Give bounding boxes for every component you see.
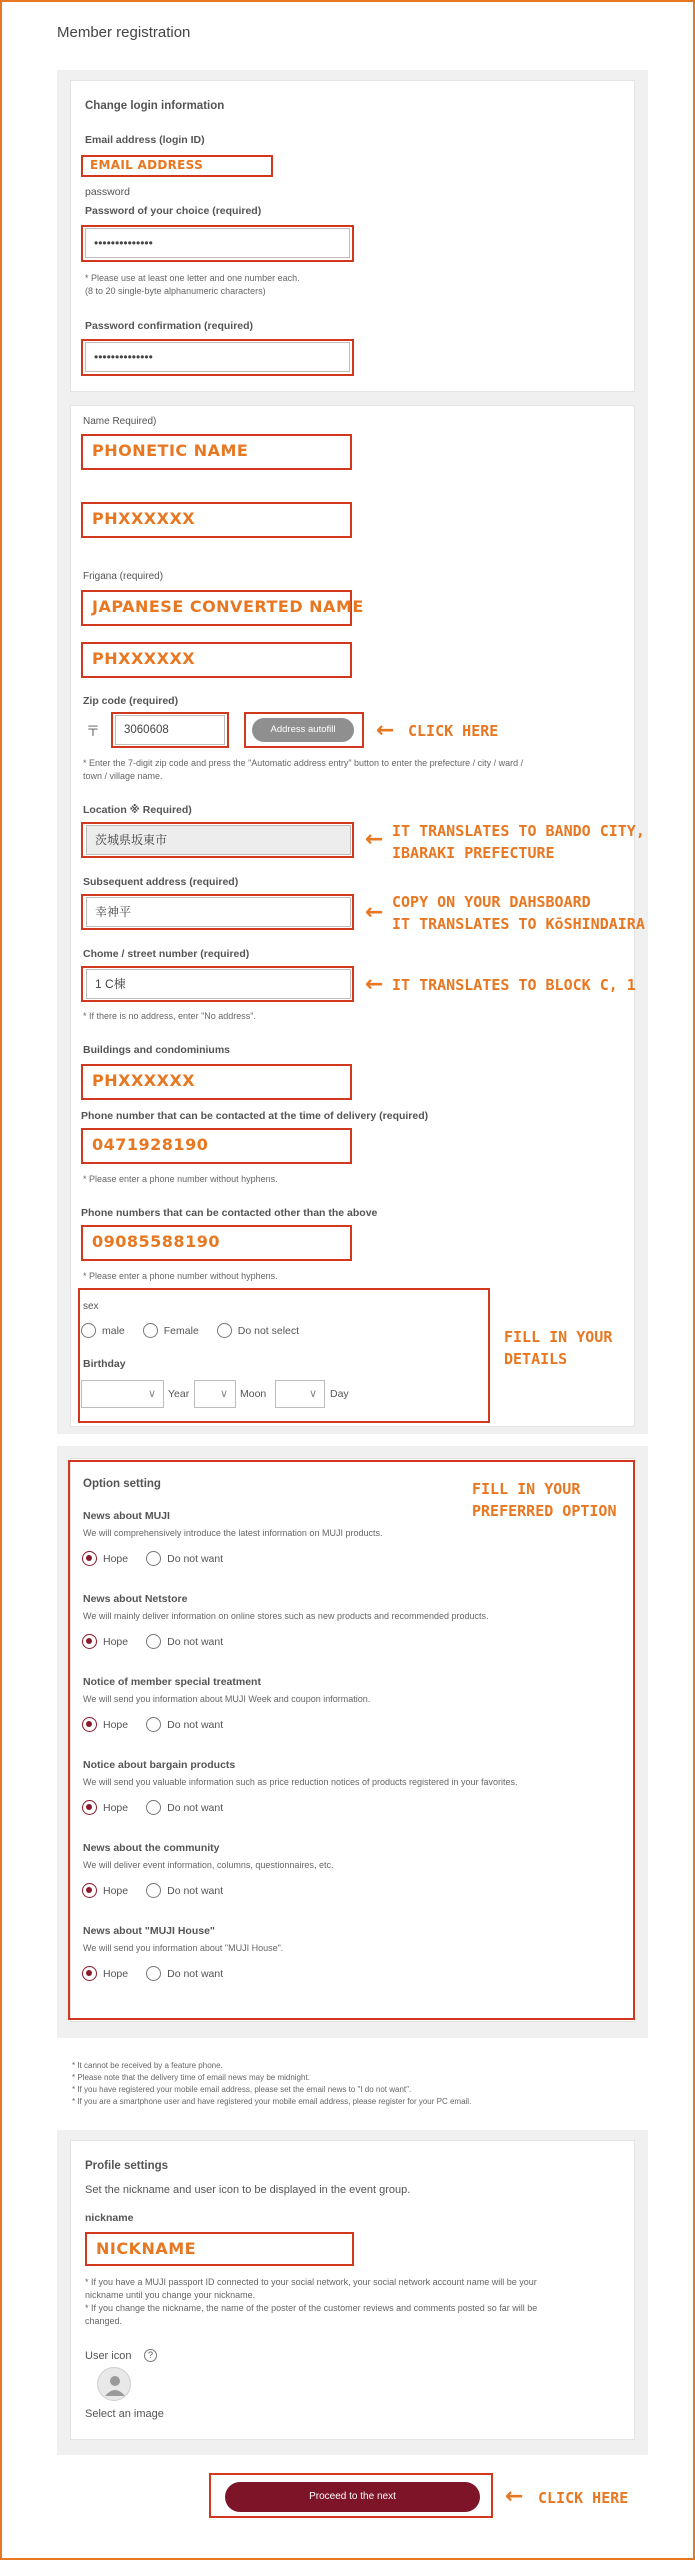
option-no-radio[interactable] [146,1551,161,1566]
profile-note-4: changed. [85,2316,123,2326]
address-autofill-button[interactable]: Address autofill [252,718,354,742]
confirm-highlight [81,339,354,376]
sex-male-label: male [102,1324,125,1337]
profile-subtitle: Set the nickname and user icon to be displayed in the event group. [85,2184,411,2196]
option-hope-label: Hope [103,1635,129,1648]
name-value-1: PHONETIC NAME [92,441,249,460]
sex-label: sex [83,1301,99,1312]
option-description: We will deliver event information, columns, questionnaires, etc. [83,1860,334,1870]
zip-label: Zip code (required) [83,695,179,707]
name-label: Name Required) [83,416,157,427]
name-value-2: PHXXXXXX [92,509,196,528]
profile-note-1: * If you have a MUJI passport ID connected to your social network, your social network account name will be your [85,2277,537,2287]
buildings-label: Buildings and condominiums [83,1044,230,1056]
chome-field[interactable]: 1 C棟 [86,969,351,999]
password-field[interactable]: •••••••••••••• [85,228,350,258]
arrow-icon: ← [376,718,395,743]
zip-note-1: * Enter the 7-digit zip code and press the "Automatic address entry" button to enter the prefecture / city / ward / [83,758,524,768]
option-description: We will send you information about "MUJI House". [83,1943,284,1953]
proceed-button[interactable]: Proceed to the next [225,2482,480,2512]
option-hope-label: Hope [103,1884,129,1897]
option-no-label: Do not want [167,1552,224,1565]
login-section-title: Change login information [85,100,225,112]
option-title: Notice of member special treatment [83,1676,261,1688]
option-no-radio[interactable] [146,1800,161,1815]
profile-section-title: Profile settings [85,2160,169,2172]
option-footnote-3: * If you have registered your mobile email address, please set the email news to "I do not want". [72,2085,412,2094]
option-description: We will send you information about MUJI Week and coupon information. [83,1694,371,1704]
subsequent-address-field[interactable]: 幸神平 [86,897,351,927]
option-hope-label: Hope [103,1718,129,1731]
option-description: We will comprehensively introduce the latest information on MUJI products. [83,1528,383,1538]
sex-female-label: Female [163,1324,199,1337]
annotation-details: FILL IN YOUR DETAILS [504,1328,613,1368]
furigana-label: Frigana (required) [83,571,164,582]
option-radio-group [82,1883,241,1898]
option-hope-radio[interactable] [82,1551,97,1566]
password-highlight [81,225,354,262]
annotation-subsequent: COPY ON YOUR DAHSBOARD IT TRANSLATES TO KōSHINDAIRA [392,893,645,933]
birthday-label: Birthday [83,1358,126,1370]
page-title: Member registration [57,24,191,41]
option-radio-group [82,1717,241,1732]
chevron-down-icon: ∨ [308,1388,317,1400]
furigana-value-2: PHXXXXXX [92,649,196,668]
option-hope-label: Hope [103,1967,129,1980]
annotation-click-here-autofill: CLICK HERE [408,722,499,740]
sex-radio-group [81,1323,317,1338]
location-field[interactable]: 茨城県坂東市 [86,825,351,855]
nickname-label: nickname [85,2212,134,2224]
option-description: We will send you valuable information such as price reduction notices of products registered in your favorites. [83,1777,518,1787]
option-title: News about the community [83,1842,220,1854]
zip-note-2: town / village name. [83,771,163,781]
phone-label: Phone number that can be contacted at the time of delivery (required) [81,1110,429,1122]
chevron-down-icon: ∨ [219,1388,228,1400]
option-title: Notice about bargain products [83,1759,236,1771]
birth-day-select[interactable] [275,1380,325,1408]
chome-highlight [81,966,354,1002]
buildings-value: PHXXXXXX [92,1071,196,1090]
option-no-radio[interactable] [146,1717,161,1732]
zip-code-field[interactable]: 3060608 [115,715,225,745]
option-no-radio[interactable] [146,1634,161,1649]
chome-label: Chome / street number (required) [83,948,250,960]
option-title: News about Netstore [83,1593,188,1605]
birth-year-select[interactable] [81,1380,164,1408]
phone-value: 0471928190 [92,1135,209,1154]
postal-mark-icon: 〒 [86,723,100,739]
day-label: Day [330,1388,349,1400]
option-no-label: Do not want [167,1884,224,1897]
sex-male-radio[interactable] [81,1323,96,1338]
avatar[interactable] [97,2367,131,2401]
help-icon[interactable]: ? [144,2349,157,2362]
option-no-label: Do not want [167,1635,224,1648]
annotation-click-here-proceed: CLICK HERE [538,2489,629,2507]
birth-month-select[interactable] [194,1380,236,1408]
profile-note-3: * If you change the nickname, the name of the poster of the customer reviews and comments posted so far will be [85,2303,538,2313]
option-no-label: Do not want [167,1801,224,1814]
option-hope-radio[interactable] [82,1800,97,1815]
annotation-chome: IT TRANSLATES TO BLOCK C, 1 [392,976,636,994]
option-hope-radio[interactable] [82,1966,97,1981]
option-hope-label: Hope [103,1552,129,1565]
zip-highlight [111,712,229,748]
phone2-note: * Please enter a phone number without hyphens. [83,1271,278,1281]
annotation-options: FILL IN YOUR PREFERRED OPTION [472,1480,617,1520]
option-radio-group [82,1551,241,1566]
option-footnote-2: * Please note that the delivery time of email news may be midnight. [72,2073,310,2082]
option-hope-radio[interactable] [82,1634,97,1649]
year-label: Year [168,1388,190,1400]
option-title: News about MUJI [83,1510,170,1522]
location-highlight [81,822,354,858]
phone2-value: 09085588190 [92,1232,220,1251]
option-radio-group [82,1966,241,1981]
chome-note: * If there is no address, enter "No address". [83,1011,256,1021]
option-title: News about "MUJI House" [83,1925,215,1937]
phone-note: * Please enter a phone number without hyphens. [83,1174,278,1184]
annotation-location: IT TRANSLATES TO BANDO CITY, IBARAKI PREFECTURE [392,822,645,862]
password-heading: password [85,186,130,198]
subsequent-highlight [81,894,354,930]
arrow-icon: ← [365,900,384,925]
profile-note-2: nickname until you change your nickname. [85,2290,256,2300]
furigana-value-1: JAPANESE CONVERTED NAME [92,597,364,616]
month-label: Moon [240,1388,267,1400]
option-radio-group [82,1800,241,1815]
nickname-value: NICKNAME [96,2239,197,2258]
password-note-1: * Please use at least one letter and one number each. [85,273,300,283]
password-note-2: (8 to 20 single-byte alphanumeric characters) [85,286,266,296]
password-label: Password of your choice (required) [85,205,262,217]
option-radio-group [82,1634,241,1649]
subsequent-label: Subsequent address (required) [83,876,239,888]
email-label: Email address (login ID) [85,134,205,146]
option-hope-radio[interactable] [82,1883,97,1898]
option-description: We will mainly deliver information on online stores such as new products and recommended products. [83,1611,489,1621]
option-hope-radio[interactable] [82,1717,97,1732]
phone2-label: Phone numbers that can be contacted other than the above [81,1207,378,1219]
email-value: EMAIL ADDRESS [90,158,204,172]
option-no-label: Do not want [167,1967,224,1980]
option-footnote-4: * If you are a smartphone user and have registered your mobile email address, please register for your PC email. [72,2097,472,2106]
select-image-link[interactable]: Select an image [85,2408,164,2420]
option-footnote-1: * It cannot be received by a feature phone. [72,2061,223,2070]
sex-female-radio[interactable] [143,1323,158,1338]
user-avatar-icon [98,2368,132,2402]
arrow-icon: ← [505,2484,524,2509]
location-label: Location ※ Required) [83,804,192,816]
sex-none-label: Do not select [237,1324,300,1337]
confirm-label: Password confirmation (required) [85,320,254,332]
option-no-label: Do not want [167,1718,224,1731]
chevron-down-icon: ∨ [147,1388,156,1400]
option-no-radio[interactable] [146,1883,161,1898]
arrow-icon: ← [365,827,384,852]
option-section-title: Option setting [83,1478,161,1490]
password-confirm-field[interactable]: •••••••••••••• [85,342,350,372]
option-hope-label: Hope [103,1801,129,1814]
arrow-icon: ← [365,972,384,997]
option-no-radio[interactable] [146,1966,161,1981]
sex-none-radio[interactable] [217,1323,232,1338]
user-icon-label: User icon [85,2350,132,2362]
